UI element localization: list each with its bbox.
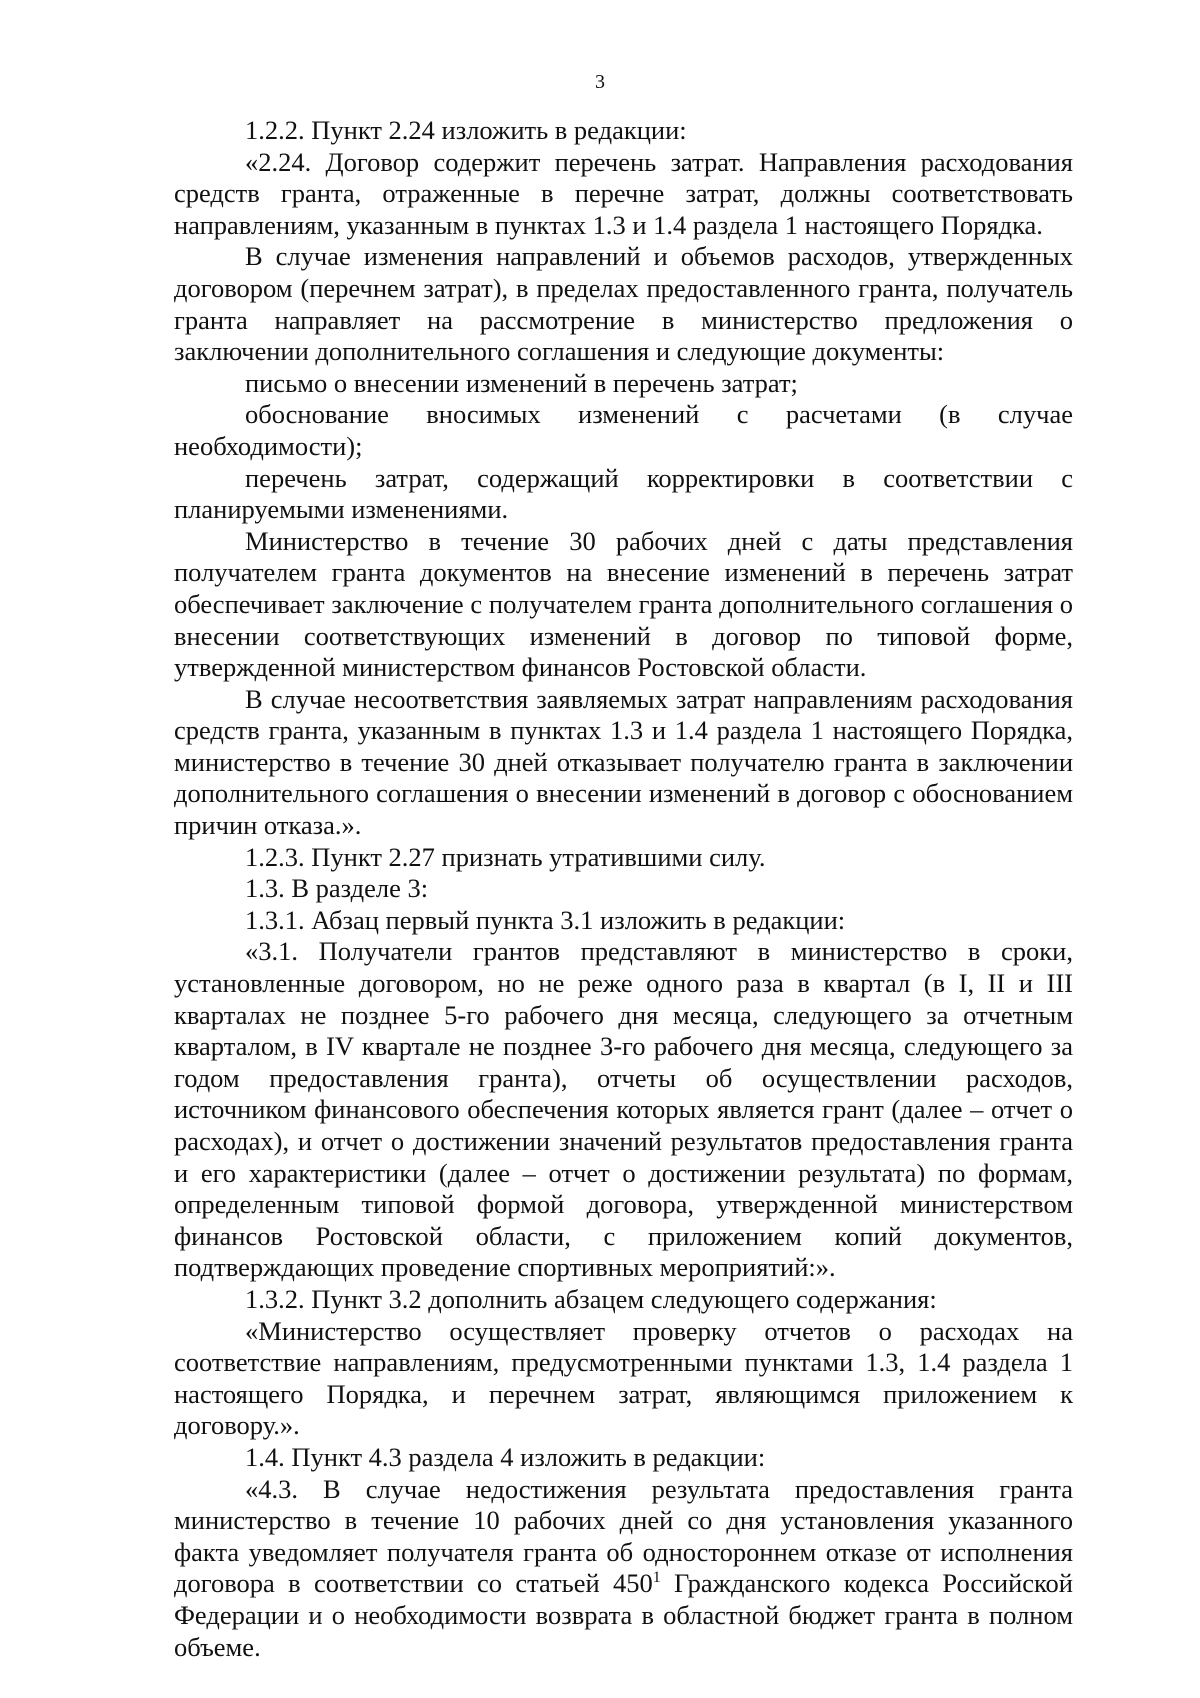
paragraph: «3.1. Получатели грантов представляют в министерство в сроки, установленные договором, но не реже одного раза в квартал (в I, II и III кварталах не позднее 5-го рабочего дня месяца, следующего за отчетным кварталом, в IV квартале не позднее 3-го рабочего дня месяца, следующего за годом предоставления гранта), отчеты об осуществлении расходов, источником финансового обеспечения которых является грант (далее – отчет о расходах), и отчет о достижении значений результатов предоставления гранта и его характеристики (далее – отчет о достижении результата) по формам, определенным типовой формой договора, утвержденной министерством финансов Ростовской области, с приложением копий документов, подтверждающих проведение спортивных мероприятий:». xyxy=(174,936,1073,1283)
paragraph: В случае изменения направлений и объемов расходов, утвержденных договором (перечнем затрат), в пределах предоставленного гранта, получатель гранта направляет на рассмотрение в министерство предложения о заключении дополнительного соглашения и следующие документы: xyxy=(174,241,1073,367)
page-number: 3 xyxy=(595,71,605,93)
superscript: 1 xyxy=(652,1569,661,1587)
paragraph: В случае несоответствия заявляемых затрат направлениям расходования средств гранта, указанным в пунктах 1.3 и 1.4 раздела 1 настоящего Порядка, министерство в течение 30 дней отказывает получателю гранта в заключении дополнительного соглашения о внесении изменений в договор с обоснованием причин отказа.». xyxy=(174,683,1073,841)
paragraph: 1.4. Пункт 4.3 раздела 4 изложить в редакции: xyxy=(245,1441,766,1472)
paragraph: «2.24. Договор содержит перечень затрат. Направления расходования средств гранта, отраженные в перечне затрат, должны соответствовать направлениям, указанным в пунктах 1.3 и 1.4 раздела 1 настоящего Порядка. xyxy=(174,146,1073,240)
paragraph: 1.3.1. Абзац первый пункта 3.1 изложить в редакции: xyxy=(245,904,846,935)
paragraph: 1.2.2. Пункт 2.24 изложить в редакции: xyxy=(245,115,687,145)
paragraph: 1.3. В разделе 3: xyxy=(245,873,429,904)
paragraph-last xyxy=(174,1474,1073,1664)
paragraph: обоснование вносимых изменений с расчетами (в случае необходимости); xyxy=(174,399,1073,461)
paragraph-text: «4.3. В случае недостижения результата предоставления гранта министерство в течение 10 рабочих дней со дня установления указанного факта уведомляет получателя гранта об одностороннем отказе от исполнения договора в соответствии со статьей 450 xyxy=(174,1473,1073,1599)
document-body xyxy=(174,115,1073,1663)
paragraph: «Министерство осуществляет проверку отчетов о расходах на соответствие направлениям, предусмотренными пунктами 1.3, 1.4 раздела 1 настоящего Порядка, и перечнем затрат, являющимся приложением к договору.». xyxy=(174,1315,1073,1441)
paragraph: 1.2.3. Пункт 2.27 признать утратившими силу. xyxy=(245,841,766,872)
paragraph-text: Гражданского кодекса Российской Федерации и о необходимости возврата в областной бюджет гранта в полном объеме. xyxy=(174,1568,1073,1662)
paragraph: 1.3.2. Пункт 3.2 дополнить абзацем следующего содержания: xyxy=(245,1283,937,1314)
paragraph: письмо о внесении изменений в перечень затрат; xyxy=(245,367,798,398)
paragraph: Министерство в течение 30 рабочих дней с даты представления получателем гранта документов на внесение изменений в перечень затрат обеспечивает заключение с получателем гранта дополнительного соглашения о внесении соответствующих изменений в договор по типовой форме, утвержденной министерством финансов Ростовской области. xyxy=(174,525,1073,683)
paragraph: перечень затрат, содержащий корректировки в соответствии с планируемыми изменениями. xyxy=(174,462,1073,525)
